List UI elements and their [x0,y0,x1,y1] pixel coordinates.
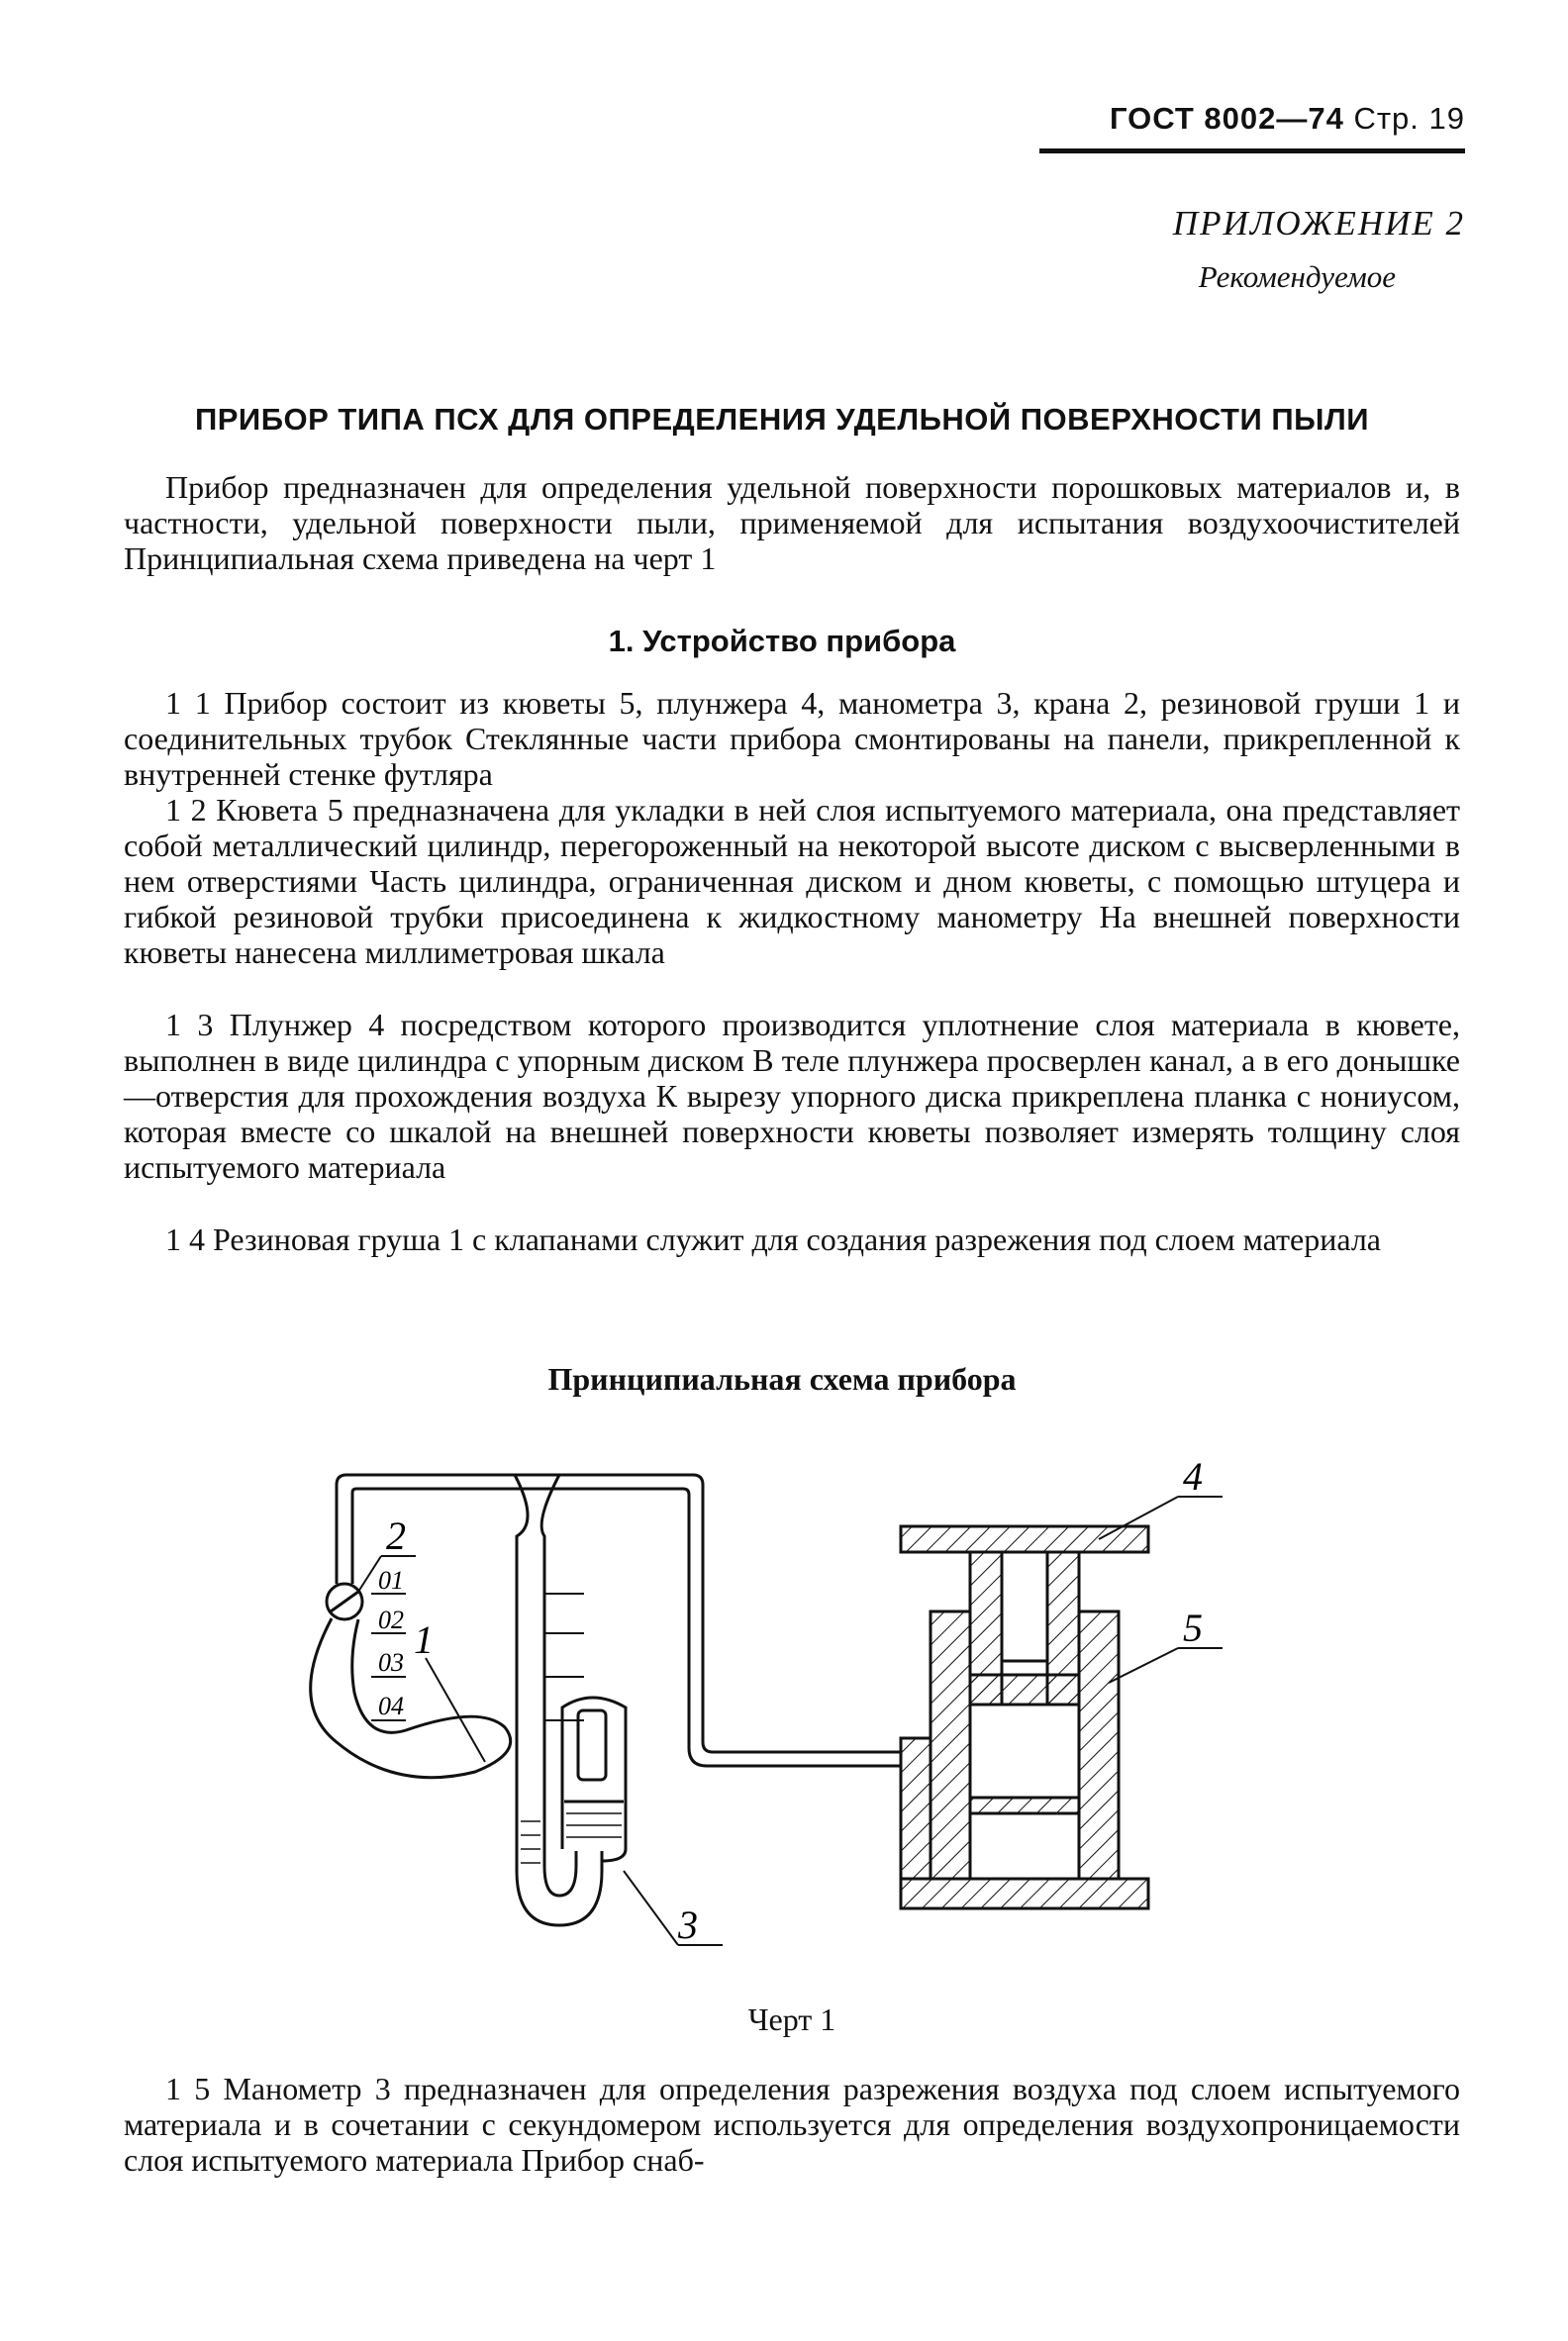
paragraph-1-5: 1 5 Манометр 3 предназначен для определения разрежения воздуха под слоем испытуемого материала и в сочетании с секундомером используется для определения воздухопроницаемости слоя испытуемого материала Прибор снаб- [124,2071,1460,2178]
appendix-title: ПРИЛОЖЕНИЕ 2 [1172,204,1465,243]
callout-manometer: 3 [678,1902,698,1947]
scale-mark: 01 [378,1566,404,1595]
valve-icon [327,1584,362,1619]
manometer-liquid [521,1813,622,1863]
standard-number: ГОСТ 8002—74 [1109,101,1344,136]
page-number: Стр. 19 [1353,101,1465,136]
document-title: ПРИБОР ТИПА ПСХ ДЛЯ ОПРЕДЕЛЕНИЯ УДЕЛЬНОЙ ПОВЕРХНОСТИ ПЫЛИ [194,402,1370,437]
appendix-status: Рекомендуемое [1198,259,1396,294]
callout-bulb: 1 [414,1617,434,1662]
section-heading: 1. Устройство прибора [608,624,956,658]
scale-mark: 04 [378,1692,404,1720]
paragraph-1-1: 1 1 Прибор состоит из кюветы 5, плунжера 4, манометра 3, крана 2, резиновой груши 1 и соединительных трубок Стеклянные части прибора смонтированы на панели, прикрепленной к внутренней стенке футляра [124,685,1460,792]
paragraph-1-2: 1 2 Кювета 5 предназначена для укладки в ней слоя испытуемого материала, она представляет собой металлический цилиндр, перегороженный на некоторой высоте диском с высверленными в нем отверстиями Часть цилиндра, ограниченная диском и дном кюветы, с помощью штуцера и гибкой резиновой трубки присоединена к жидкостному манометру На внешней поверхности кюветы нанесена миллиметровая шкала [124,792,1460,970]
paragraph-1-4: 1 4 Резиновая груша 1 с клапанами служит для создания разрежения под слоем материала [165,1221,1381,1257]
scale-mark: 03 [378,1648,404,1677]
paragraph-1-3: 1 3 Плунжер 4 посредством которого производится уплотнение слоя материала в кювете, выполнен в виде цилиндра с упорным диском В теле плунжера просверлен канал, а в его донышке—отверстия для прохождения воздуха К вырезу упорного диска прикреплена планка с нониусом, которая вместе со шкалой на внешней поверхности кюветы позволяет измерять толщину слоя испытуемого материала [124,1007,1460,1185]
page-header [1049,101,1465,137]
header-rule [1039,148,1465,153]
intro-paragraph: Прибор предназначен для определения удельной поверхности порошковых материалов и, в частности, удельной поверхности пыли, применяемой для испытания воздухоочистителей Принципиальная схема приведена на черт 1 [124,469,1460,576]
manometer-icon [515,1475,626,1925]
figure-title: Принципиальная схема прибора [547,1361,1017,1397]
figure-caption: Черт 1 [747,2001,836,2037]
callout-cuvette: 5 [1183,1606,1203,1650]
callout-valve: 2 [386,1513,406,1558]
device-diagram [287,1445,1277,2000]
scale-mark: 02 [378,1606,404,1634]
callout-plunger: 4 [1183,1454,1203,1499]
